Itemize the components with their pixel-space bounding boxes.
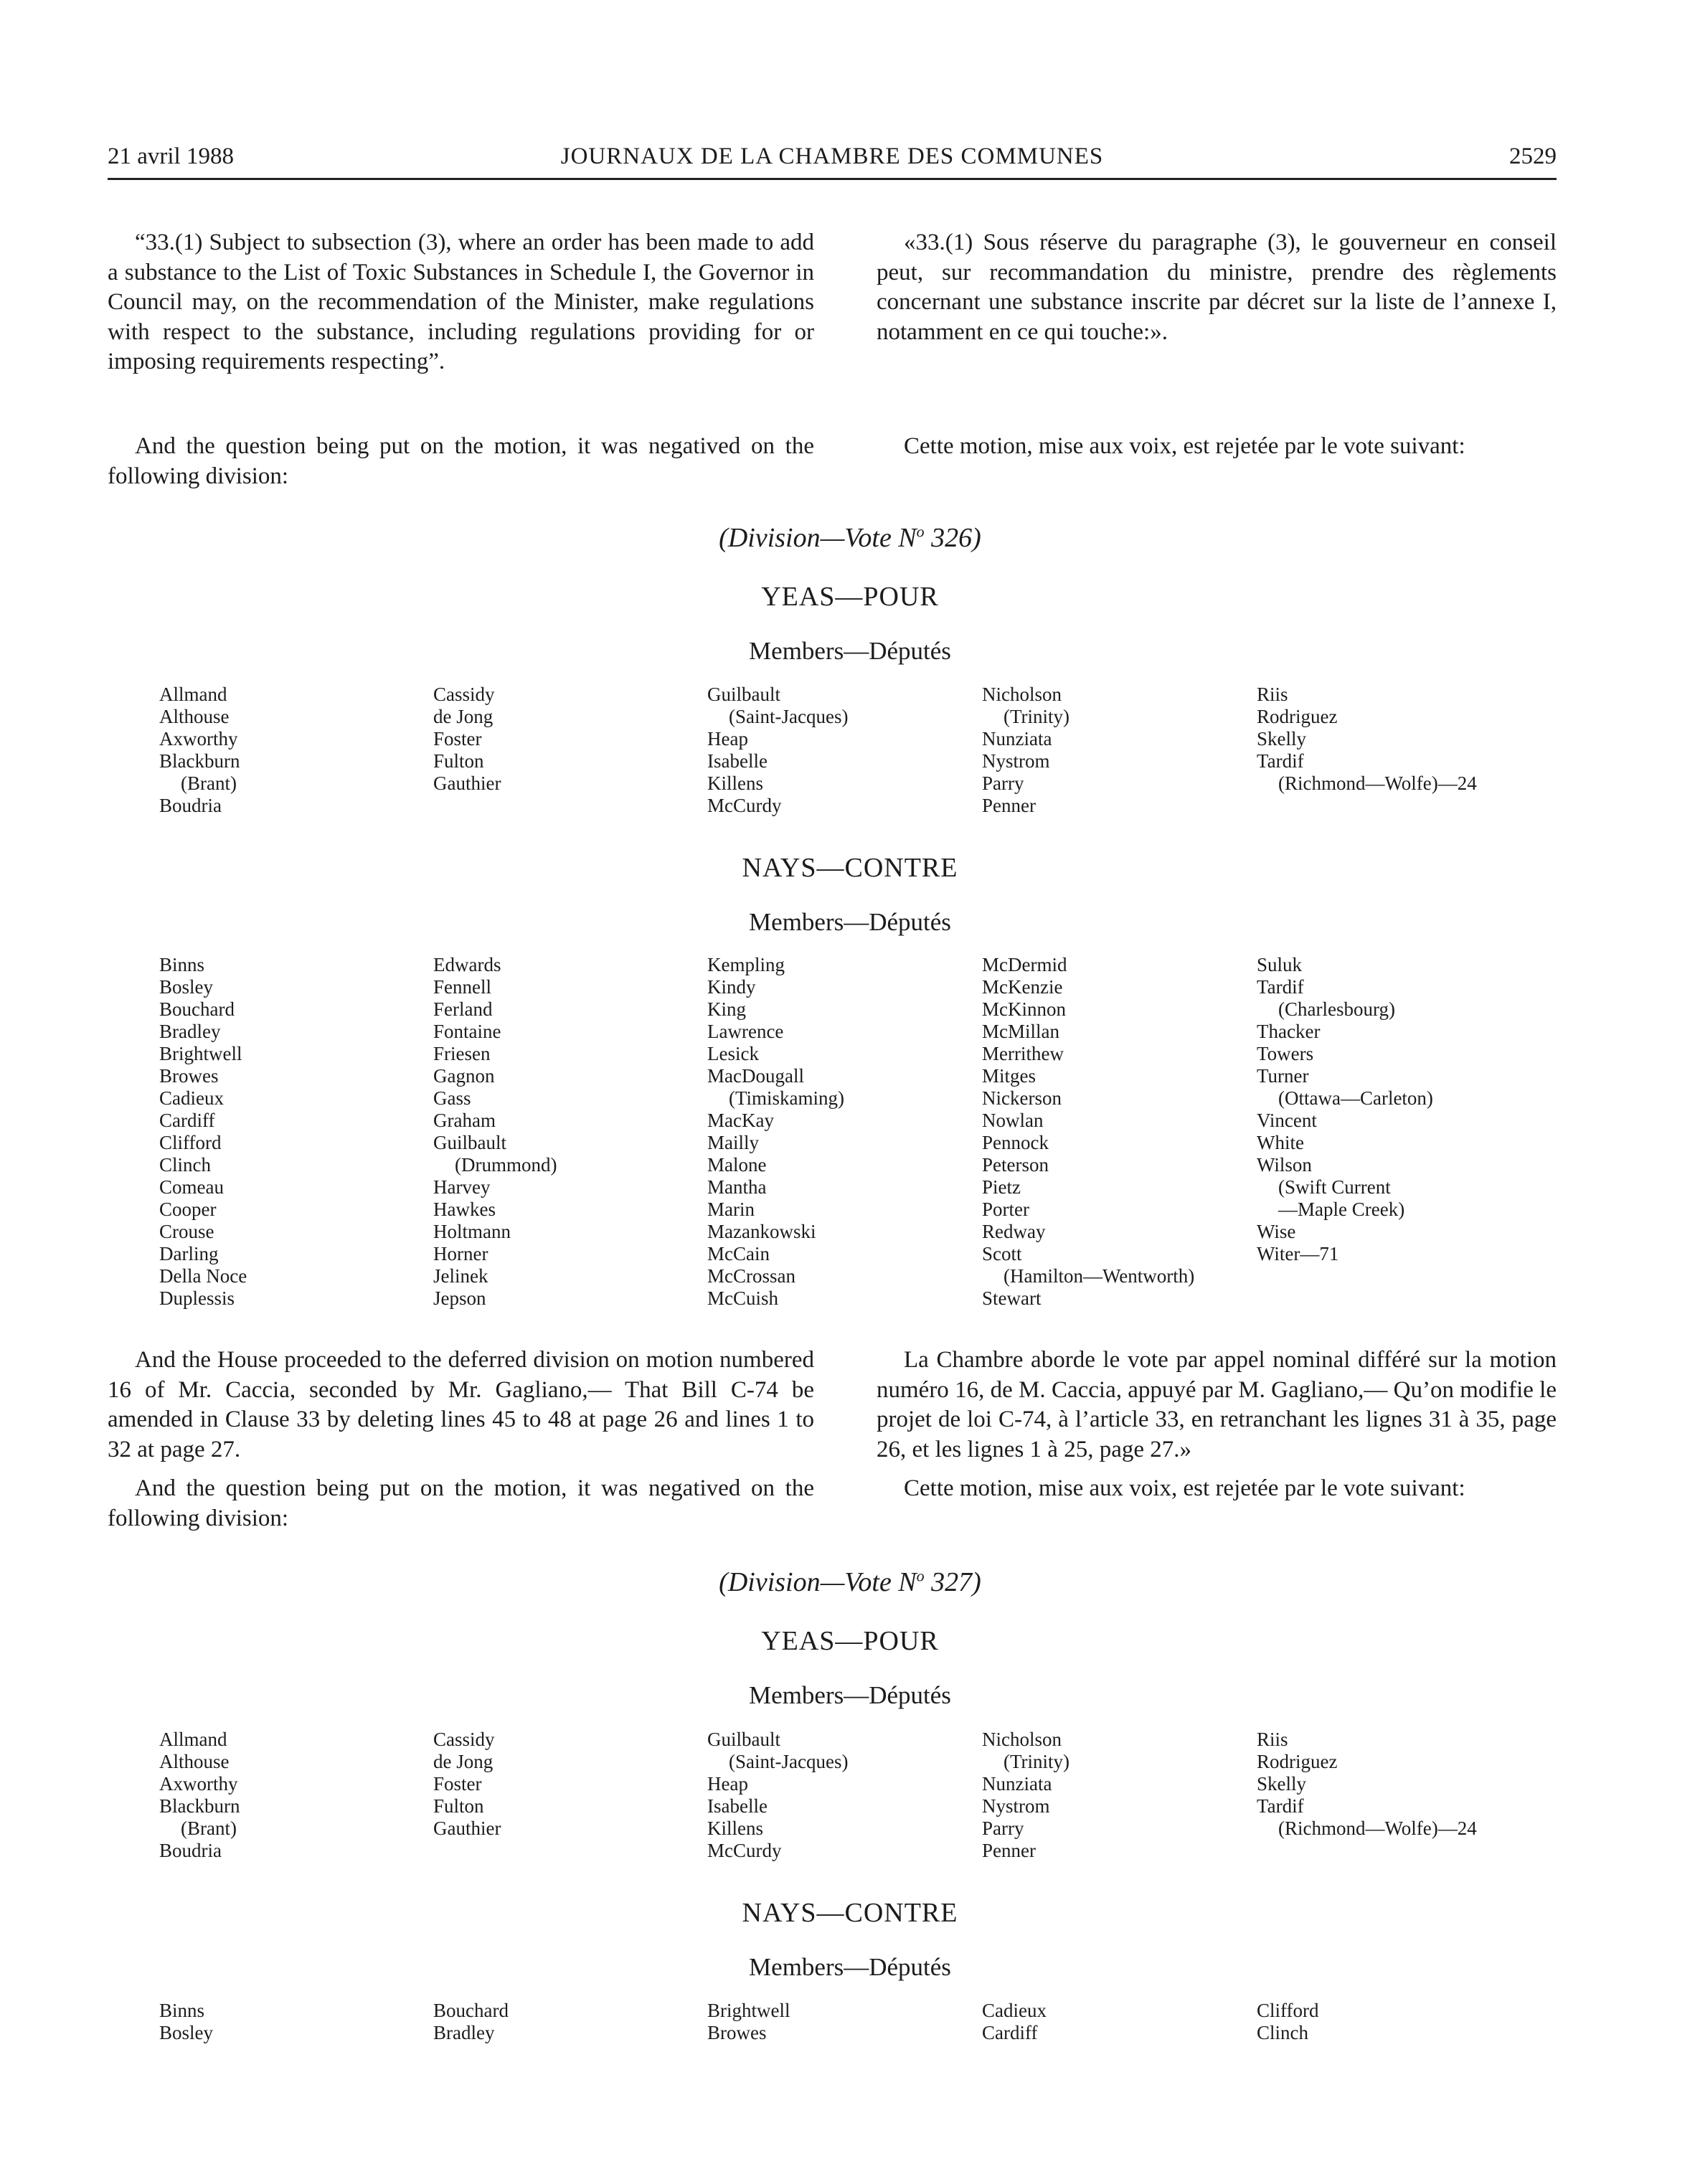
member-name: (Trinity) (1004, 1751, 1070, 1772)
member-name: Mazankowski (707, 1221, 816, 1242)
member-name: Malone (707, 1154, 767, 1176)
name-column (159, 684, 432, 817)
member-name: Cadieux (159, 1087, 224, 1109)
member-name: Gagnon (433, 1065, 495, 1087)
member-name: Fennell (433, 976, 491, 998)
page-header (108, 143, 1557, 178)
member-name: Pennock (982, 1132, 1049, 1153)
member-name: Nystrom (982, 750, 1050, 772)
member-name: Binns (159, 954, 205, 975)
member-name: Nicholson (982, 1729, 1062, 1750)
header-date: 21 avril 1988 (108, 143, 234, 169)
member-name: (Saint-Jacques) (729, 706, 849, 727)
member-name: Binns (159, 2000, 205, 2021)
nays-heading-326: NAYS—CONTRE (742, 853, 958, 883)
member-name: Nowlan (982, 1110, 1044, 1131)
name-column (1257, 2000, 1529, 2044)
member-name: —Maple Creek) (1278, 1199, 1405, 1220)
name-column (707, 2000, 980, 2044)
member-name: Skelly (1257, 1773, 1307, 1795)
member-name: Nunziata (982, 1773, 1052, 1795)
name-column (1257, 684, 1529, 795)
member-name: Bosley (159, 976, 214, 998)
member-name: Della Noce (159, 1265, 247, 1287)
member-name: Killens (707, 1817, 763, 1839)
member-name: (Saint-Jacques) (729, 1751, 849, 1772)
name-column (159, 954, 432, 1310)
member-name: Hawkes (433, 1199, 496, 1220)
member-name: (Richmond—Wolfe)—24 (1278, 1817, 1477, 1839)
member-name: Holtmann (433, 1221, 511, 1242)
member-name: Foster (433, 728, 482, 750)
member-name: Turner (1257, 1065, 1309, 1087)
header-page-number: 2529 (1509, 143, 1557, 169)
member-name: (Ottawa—Carleton) (1278, 1087, 1433, 1109)
member-name: Witer—71 (1257, 1243, 1339, 1264)
name-column (433, 684, 706, 795)
member-name: Nickerson (982, 1087, 1062, 1109)
member-name: Cardiff (159, 1110, 215, 1131)
member-name: Tardif (1257, 1795, 1304, 1817)
member-name: Stewart (982, 1287, 1042, 1309)
member-name: Peterson (982, 1154, 1049, 1176)
member-name: Riis (1257, 684, 1288, 705)
name-column (433, 1729, 706, 1840)
name-column (433, 954, 706, 1310)
member-name: Clinch (159, 1154, 211, 1176)
division-title-326: (Division—Vote $N^o$ 326) (719, 522, 981, 553)
member-name: Graham (433, 1110, 496, 1131)
member-name: Cassidy (433, 1729, 495, 1750)
member-name: Crouse (159, 1221, 214, 1242)
yeas-heading-326: YEAS—POUR (761, 582, 939, 612)
member-name: Cardiff (982, 2022, 1038, 2043)
member-name: (Hamilton—Wentworth) (1004, 1265, 1195, 1287)
member-name: Bouchard (159, 998, 235, 1020)
member-name: McDermid (982, 954, 1067, 975)
member-name: Horner (433, 1243, 488, 1264)
member-name: Lesick (707, 1043, 759, 1064)
french-motion-paragraph: La Chambre aborde le vote par appel nominal différé sur la motion numéro 16, de M. Caccia, appuyé par M. Gagliano,— Qu’on modifie le projet de loi C-74, à l’article 33, en retranchant les lignes 31 à 35, page 26, et les lignes 1 à 25, page 27.» (877, 1347, 1557, 1462)
member-name: Cadieux (982, 2000, 1047, 2021)
member-name: Darling (159, 1243, 219, 1264)
member-name: Mitges (982, 1065, 1036, 1087)
name-column (159, 2000, 432, 2044)
member-name: MacDougall (707, 1065, 804, 1087)
member-name: de Jong (433, 706, 494, 727)
member-name: (Trinity) (1004, 706, 1070, 727)
member-name: Pietz (982, 1176, 1021, 1198)
english-quote-paragraph: “33.(1) Subject to subsection (3), where an order has been made to add a substance to the List of Toxic Substances in Schedule I, the Governor in Council may, on the recommendation of the Minister, make regulations with respect to the substance, including regulations providing for or imposing requirements respecting”. (108, 230, 814, 374)
member-name: Bradley (433, 2022, 495, 2043)
member-name: Ferland (433, 998, 493, 1020)
member-name: Clifford (159, 1132, 222, 1153)
member-name: Towers (1257, 1043, 1314, 1064)
nays-members-heading-326: Members—Députés (749, 908, 951, 936)
name-column (707, 684, 980, 817)
member-name: (Charlesbourg) (1278, 998, 1395, 1020)
member-name: Clinch (1257, 2022, 1308, 2043)
member-name: Comeau (159, 1176, 224, 1198)
member-name: Edwards (433, 954, 501, 975)
member-name: Guilbault (433, 1132, 506, 1153)
member-name: Browes (707, 2022, 767, 2043)
member-name: de Jong (433, 1751, 494, 1772)
english-question-paragraph: And the question being put on the motion, it was negatived on the following division: (108, 433, 814, 489)
member-name: Bradley (159, 1021, 221, 1042)
member-name: Tardif (1257, 750, 1304, 772)
member-name: Riis (1257, 1729, 1288, 1750)
member-name: Tardif (1257, 976, 1304, 998)
name-column (1257, 954, 1529, 1265)
member-name: Suluk (1257, 954, 1303, 975)
name-column (707, 1729, 980, 1862)
member-name: (Timiskaming) (729, 1087, 845, 1109)
member-name: Blackburn (159, 750, 240, 772)
member-name: Mailly (707, 1132, 759, 1153)
member-name: Parry (982, 1817, 1024, 1839)
name-column (982, 954, 1255, 1310)
name-column (1257, 1729, 1529, 1840)
member-name: White (1257, 1132, 1304, 1153)
header-journal-title: JOURNAUX DE LA CHAMBRE DES COMMUNES (560, 143, 1104, 169)
member-name: McKenzie (982, 976, 1063, 998)
member-name: MacKay (707, 1110, 774, 1131)
member-name: Axworthy (159, 728, 238, 750)
french-question-paragraph-2: Cette motion, mise aux voix, est rejetée par le vote suivant: (904, 1475, 1465, 1501)
member-name: Heap (707, 728, 748, 750)
member-name: Allmand (159, 1729, 227, 1750)
member-name: Browes (159, 1065, 219, 1087)
member-name: Redway (982, 1221, 1046, 1242)
french-quote-paragraph: «33.(1) Sous réserve du paragraphe (3), le gouverneur en conseil peut, sur recommandation du ministre, prendre des règlements concernant une substance inscrite par décret sur la liste de l’annexe I, notamment en ce qui touche:». (877, 230, 1557, 345)
member-name: Fulton (433, 750, 484, 772)
member-name: Gass (433, 1087, 471, 1109)
member-name: McCurdy (707, 1840, 782, 1861)
division-title-327: (Division—Vote $N^o$ 327) (719, 1566, 981, 1597)
member-name: (Swift Current (1278, 1176, 1391, 1198)
member-name: Gauthier (433, 1817, 501, 1839)
member-name: (Brant) (181, 772, 237, 794)
member-name: Cassidy (433, 684, 495, 705)
member-name: Isabelle (707, 1795, 768, 1817)
member-name: King (707, 998, 746, 1020)
yeas-members-heading-326: Members—Députés (749, 637, 951, 665)
member-name: Kindy (707, 976, 756, 998)
english-motion-paragraph: And the House proceeded to the deferred division on motion numbered 16 of Mr. Caccia, seconded by Mr. Gagliano,— That Bill C-74 be amended in Clause 33 by deleting lines 45 to 48 at page 26 and lines 1 to 32 at page 27. (108, 1347, 814, 1462)
yeas-heading-327: YEAS—POUR (761, 1626, 939, 1656)
member-name: McCurdy (707, 795, 782, 816)
member-name: Merrithew (982, 1043, 1064, 1064)
member-name: Foster (433, 1773, 482, 1795)
member-name: Nunziata (982, 728, 1052, 750)
member-name: Skelly (1257, 728, 1307, 750)
member-name: Bouchard (433, 2000, 509, 2021)
member-name: Althouse (159, 1751, 230, 1772)
member-name: (Drummond) (455, 1154, 557, 1176)
member-name: Gauthier (433, 772, 501, 794)
member-name: Clifford (1257, 2000, 1319, 2021)
member-name: McCuish (707, 1287, 779, 1309)
member-name: Penner (982, 795, 1036, 816)
member-name: Porter (982, 1199, 1029, 1220)
name-column (982, 1729, 1255, 1862)
name-column (433, 2000, 706, 2044)
french-question-paragraph: Cette motion, mise aux voix, est rejetée par le vote suivant: (904, 433, 1465, 459)
member-name: Blackburn (159, 1795, 240, 1817)
member-name: Mantha (707, 1176, 767, 1198)
member-name: Cooper (159, 1199, 217, 1220)
name-column (982, 684, 1255, 817)
member-name: Brightwell (707, 2000, 790, 2021)
member-name: Jelinek (433, 1265, 488, 1287)
member-name: Marin (707, 1199, 755, 1220)
member-name: Rodriguez (1257, 1751, 1338, 1772)
nays-members-heading-327: Members—Députés (749, 1953, 951, 1981)
header-rule (108, 178, 1557, 180)
member-name: Nicholson (982, 684, 1062, 705)
member-name: Guilbault (707, 684, 780, 705)
member-name: Fontaine (433, 1021, 501, 1042)
member-name: Isabelle (707, 750, 768, 772)
member-name: Guilbault (707, 1729, 780, 1750)
member-name: Harvey (433, 1176, 491, 1198)
yeas-members-heading-327: Members—Députés (749, 1681, 951, 1709)
member-name: Lawrence (707, 1021, 784, 1042)
member-name: Brightwell (159, 1043, 242, 1064)
member-name: Nystrom (982, 1795, 1050, 1817)
name-column (982, 2000, 1255, 2044)
member-name: (Brant) (181, 1817, 237, 1839)
english-question-paragraph-2: And the question being put on the motion, it was negatived on the following division: (108, 1475, 814, 1531)
member-name: Friesen (433, 1043, 491, 1064)
member-name: Axworthy (159, 1773, 238, 1795)
nays-heading-327: NAYS—CONTRE (742, 1898, 958, 1928)
member-name: Boudria (159, 1840, 222, 1861)
member-name: Kempling (707, 954, 785, 975)
member-name: McMillan (982, 1021, 1059, 1042)
member-name: Vincent (1257, 1110, 1317, 1131)
member-name: McKinnon (982, 998, 1066, 1020)
member-name: (Richmond—Wolfe)—24 (1278, 772, 1477, 794)
member-name: Thacker (1257, 1021, 1321, 1042)
name-column (707, 954, 980, 1310)
member-name: McCrossan (707, 1265, 795, 1287)
member-name: Parry (982, 772, 1024, 794)
name-column (159, 1729, 432, 1862)
member-name: Duplessis (159, 1287, 235, 1309)
member-name: McCain (707, 1243, 770, 1264)
member-name: Jepson (433, 1287, 486, 1309)
member-name: Boudria (159, 795, 222, 816)
member-name: Heap (707, 1773, 748, 1795)
member-name: Rodriguez (1257, 706, 1338, 727)
member-name: Killens (707, 772, 763, 794)
member-name: Scott (982, 1243, 1022, 1264)
member-name: Penner (982, 1840, 1036, 1861)
member-name: Bosley (159, 2022, 214, 2043)
member-name: Fulton (433, 1795, 484, 1817)
member-name: Allmand (159, 684, 227, 705)
member-name: Wise (1257, 1221, 1296, 1242)
member-name: Althouse (159, 706, 230, 727)
member-name: Wilson (1257, 1154, 1312, 1176)
